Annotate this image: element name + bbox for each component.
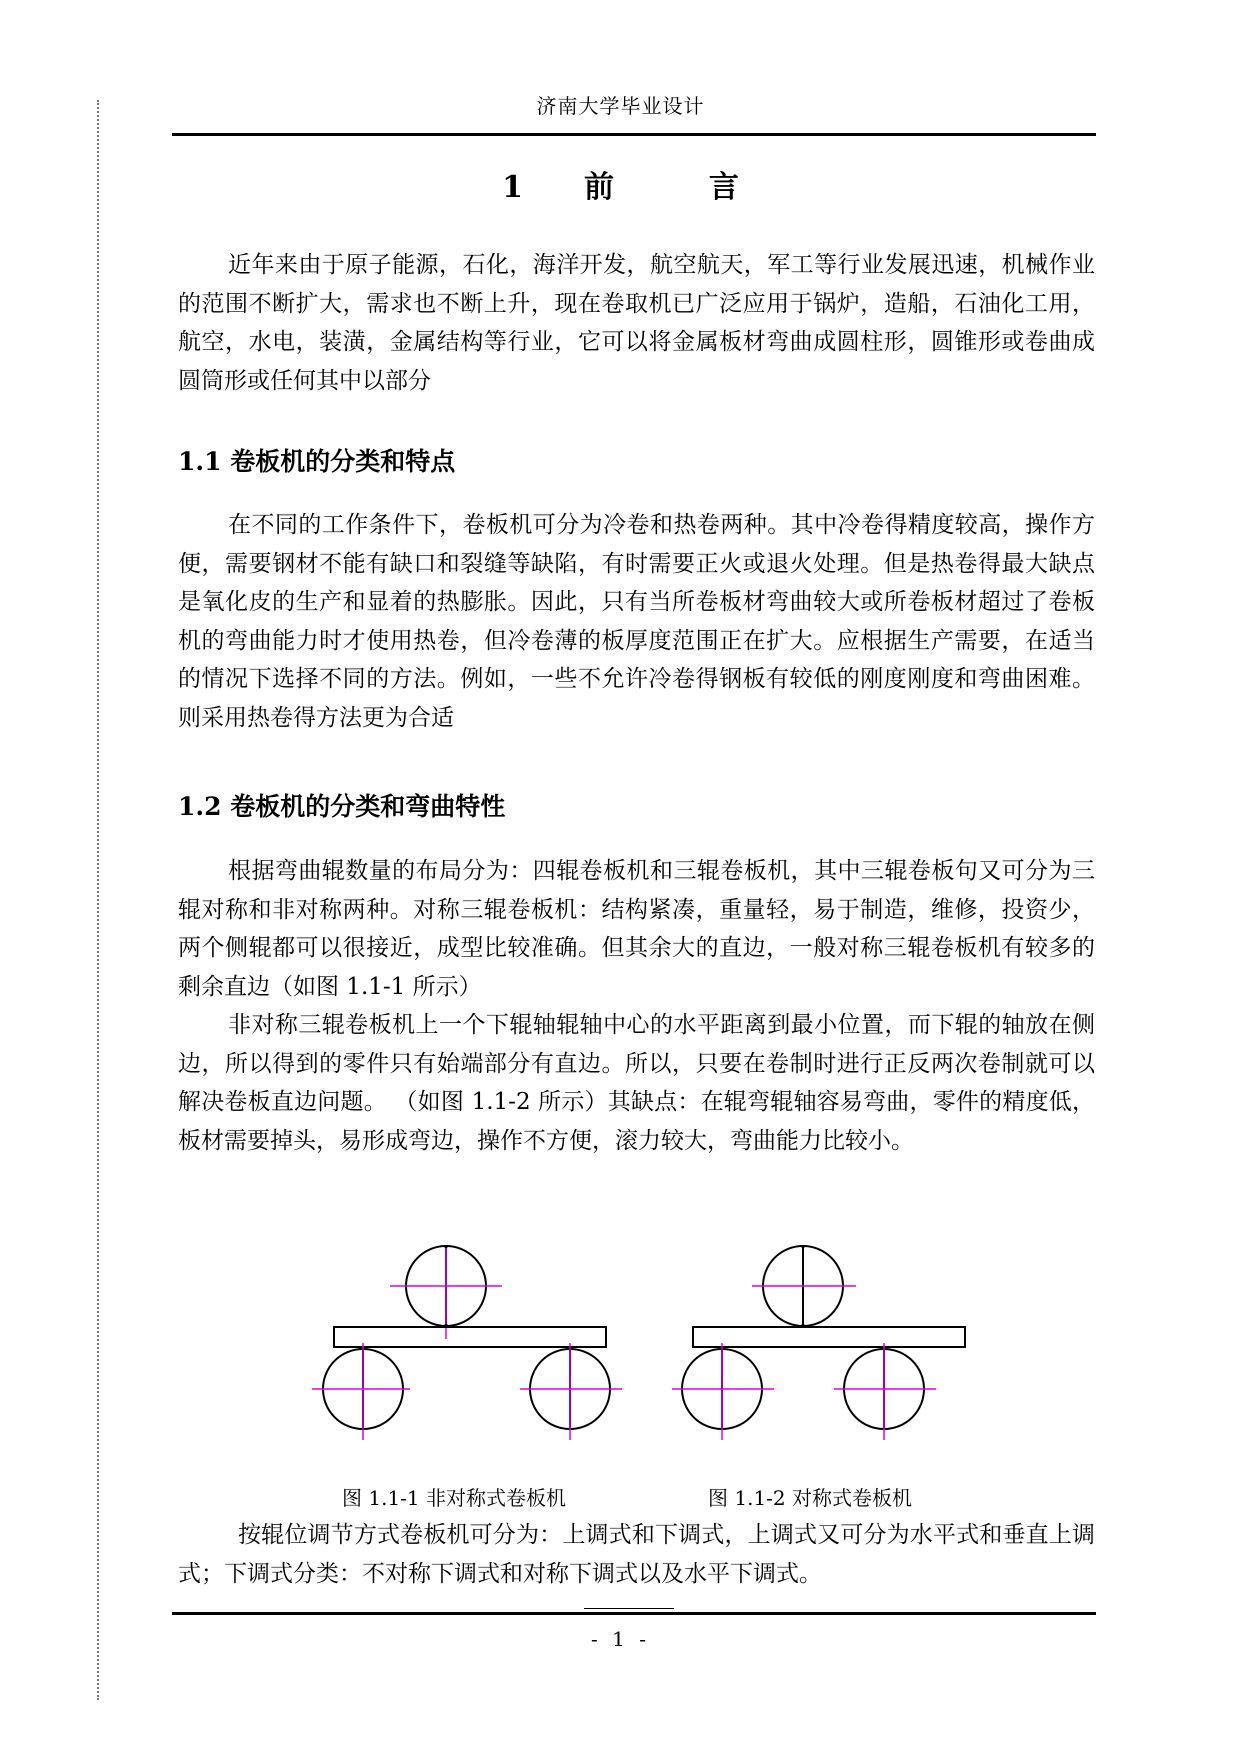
section-1-1-paragraph: 在不同的工作条件下，卷板机可分为冷卷和热卷两种。其中冷卷得精度较高，操作方便，需要钢材不能有缺口和裂缝等缺陷，有时需要正火或退火处理。但是热卷得最大缺点是氧化皮的生产和显着的热膨胀。因此，只有当所卷板材弯曲较大或所卷板材超过了卷板机的弯曲能力时才使用热卷，但冷卷薄的板厚度范围正在扩大。应根据生产需要，在适当的情况下选择不同的方法。例如，一些不允许冷卷得钢板有较低的刚度刚度和弯曲困难。则采用热卷得方法更为合适 — [178, 512, 1095, 731]
lower-roller-right-1 — [672, 1343, 774, 1440]
footer-rule-short — [584, 1608, 674, 1609]
lower-roller-left-2 — [520, 1343, 622, 1440]
binding-margin-line — [97, 100, 99, 1700]
intro-section — [178, 246, 1095, 400]
top-roller-right — [752, 1245, 856, 1328]
chapter-number: 1 — [502, 170, 524, 205]
chapter-title-char-2: 言 — [708, 170, 739, 205]
closing-paragraph: 按辊位调节方式卷板机可分为：上调式和下调式，上调式又可分为水平式和垂直上调式；下调式分类：不对称下调式和对称下调式以及水平下调式。 — [178, 1522, 1095, 1587]
figure-caption-right: 图 1.1-2 对称式卷板机 — [708, 1486, 913, 1510]
section-1-2-paragraph-2: 非对称三辊卷板机上一个下辊轴辊轴中心的水平距离到最小位置，而下辊的轴放在侧边，所以得到的零件只有始端部分有直边。所以，只要在卷制时进行正反两次卷制就可以解决卷板直边问题。 （如图 1.1-2 所示）其缺点：在辊弯辊轴容易弯曲，零件的精度低，板材需要掉头，易形成弯边，操作不方便，滚力较大，弯曲能力比较小。 — [178, 1012, 1095, 1154]
lower-roller-left-1 — [312, 1343, 410, 1440]
section-heading-1-1: 1.1 卷板机的分类和特点 — [178, 447, 456, 476]
lower-roller-right-2 — [834, 1343, 936, 1440]
chapter-title-char-1: 前 — [583, 170, 614, 205]
plate-right — [693, 1327, 965, 1347]
section-heading-1-2: 1.2 卷板机的分类和弯曲特性 — [178, 792, 506, 821]
chapter-title — [0, 162, 1241, 206]
roller-bending-machine-figure — [300, 1245, 1000, 1445]
symmetric-roller-diagram — [672, 1245, 965, 1440]
section-1-2-body — [178, 852, 1095, 1160]
closing-section — [178, 1516, 1095, 1593]
page-number: - 1 - — [591, 1627, 650, 1651]
plate-left — [334, 1327, 606, 1347]
footer-rule — [172, 1612, 1096, 1615]
page-header-title: 济南大学毕业设计 — [536, 94, 705, 118]
section-1-1-body — [178, 506, 1095, 737]
intro-paragraph: 近年来由于原子能源，石化，海洋开发，航空航天，军工等行业发展迅速，机械作业的范围不断扩大，需求也不断上升，现在卷取机已广泛应用于锅炉，造船，石油化工用，航空，水电，装潢，金属结构等行业，它可以将金属板材弯曲成圆柱形，圆锥形或卷曲成圆筒形或任何其中以部分 — [178, 252, 1095, 394]
asymmetric-roller-diagram — [312, 1245, 622, 1440]
figure-caption-left: 图 1.1-1 非对称式卷板机 — [342, 1486, 567, 1510]
section-1-2-paragraph-1: 根据弯曲辊数量的布局分为：四辊卷板机和三辊卷板机，其中三辊卷板句又可分为三辊对称和非对称两种。对称三辊卷板机：结构紧凑，重量轻，易于制造，维修，投资少，两个侧辊都可以很接近，成型比较准确。但其余大的直边，一般对称三辊卷板机有较多的剩余直边（如图 1.1-1 所示） — [178, 858, 1095, 1000]
header-rule — [172, 133, 1096, 136]
top-roller-left — [390, 1245, 502, 1339]
